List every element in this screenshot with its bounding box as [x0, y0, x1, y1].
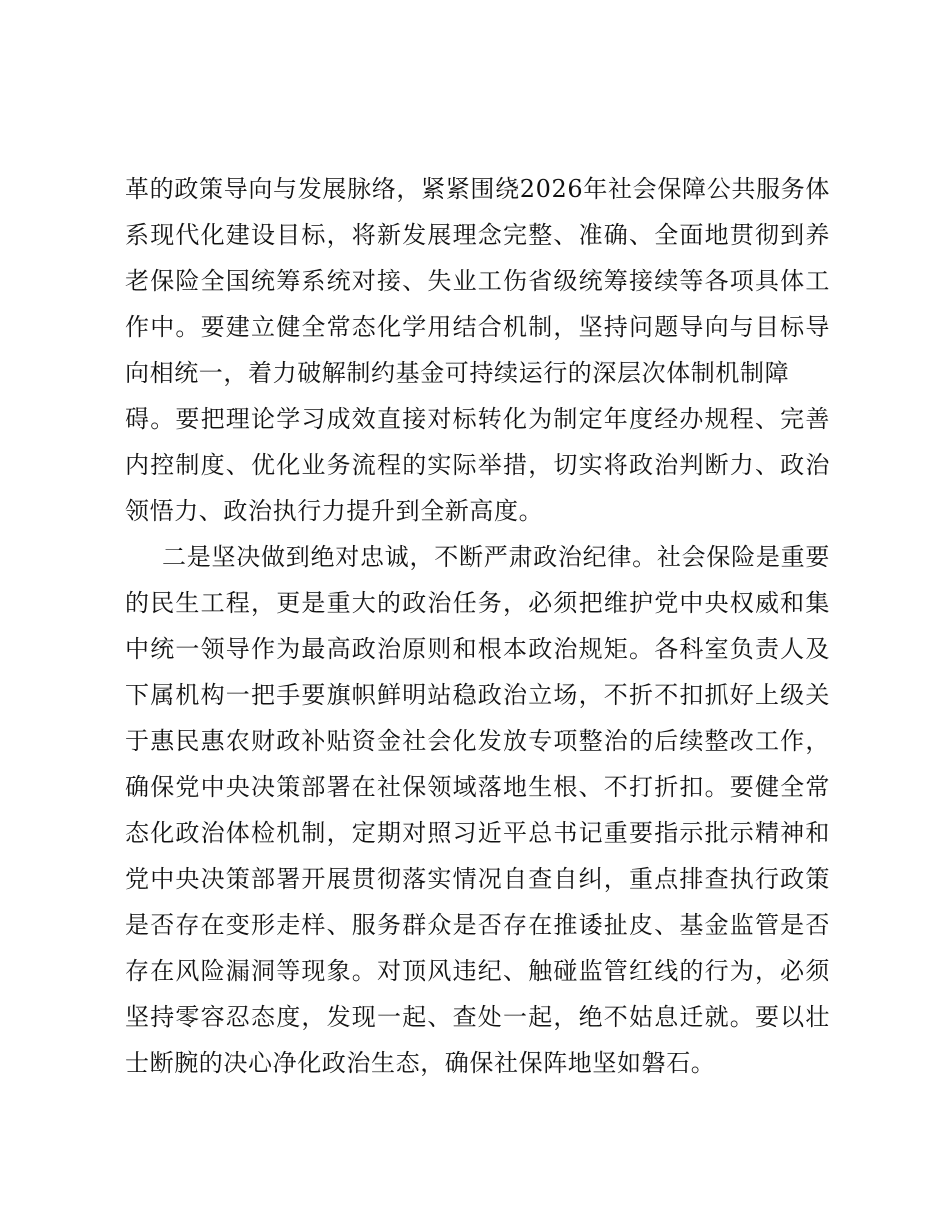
- paragraph-line: 存在风险漏洞等现象。对顶风违纪、触碰监管红线的行为，必须: [125, 957, 830, 985]
- paragraph-line: 领悟力、政治执行力提升到全新高度。: [125, 497, 544, 525]
- paragraph-line: 的民生工程，更是重大的政治任务，必须把维护党中央权威和集: [125, 589, 830, 617]
- paragraph-line: 系现代化建设目标，将新发展理念完整、准确、全面地贯彻到养: [125, 221, 830, 249]
- paragraph-line: 坚持零容忍态度，发现一起、查处一起，绝不姑息迁就。要以壮: [125, 1003, 830, 1031]
- paragraph-2: [125, 534, 830, 1086]
- paragraph-line: 下属机构一把手要旗帜鲜明站稳政治立场，不折不扣抓好上级关: [125, 681, 830, 709]
- paragraph-line: 党中央决策部署开展贯彻落实情况自查自纠，重点排查执行政策: [125, 865, 830, 893]
- paragraph-line: 革的政策导向与发展脉络，紧紧围绕2026年社会保障公共服务体: [125, 175, 830, 203]
- paragraph-line: 态化政治体检机制，定期对照习近平总书记重要指示批示精神和: [125, 819, 830, 847]
- document-body: [125, 166, 830, 1086]
- paragraph-line: 老保险全国统筹系统对接、失业工伤省级统筹接续等各项具体工: [125, 267, 830, 295]
- paragraph-line: 向相统一，着力破解制约基金可持续运行的深层次体制机制障: [125, 359, 790, 387]
- paragraph-line: 于惠民惠农财政补贴资金社会化发放专项整治的后续整改工作，: [125, 727, 830, 755]
- paragraph-line: 作中。要建立健全常态化学用结合机制，坚持问题导向与目标导: [125, 313, 830, 341]
- paragraph-line: 中统一领导作为最高政治原则和根本政治规矩。各科室负责人及: [125, 635, 830, 663]
- paragraph-line: 二是坚决做到绝对忠诚，不断严肃政治纪律。社会保险是重要: [162, 543, 830, 571]
- paragraph-line: 是否存在变形走样、服务群众是否存在推诿扯皮、基金监管是否: [125, 911, 830, 939]
- paragraph-1: [125, 166, 830, 534]
- paragraph-line: 内控制度、优化业务流程的实际举措，切实将政治判断力、政治: [125, 451, 830, 479]
- paragraph-line: 士断腕的决心净化政治生态，确保社保阵地坚如磐石。: [125, 1049, 716, 1077]
- paragraph-line: 碍。要把理论学习成效直接对标转化为制定年度经办规程、完善: [125, 405, 830, 433]
- paragraph-line: 确保党中央决策部署在社保领域落地生根、不打折扣。要健全常: [125, 773, 830, 801]
